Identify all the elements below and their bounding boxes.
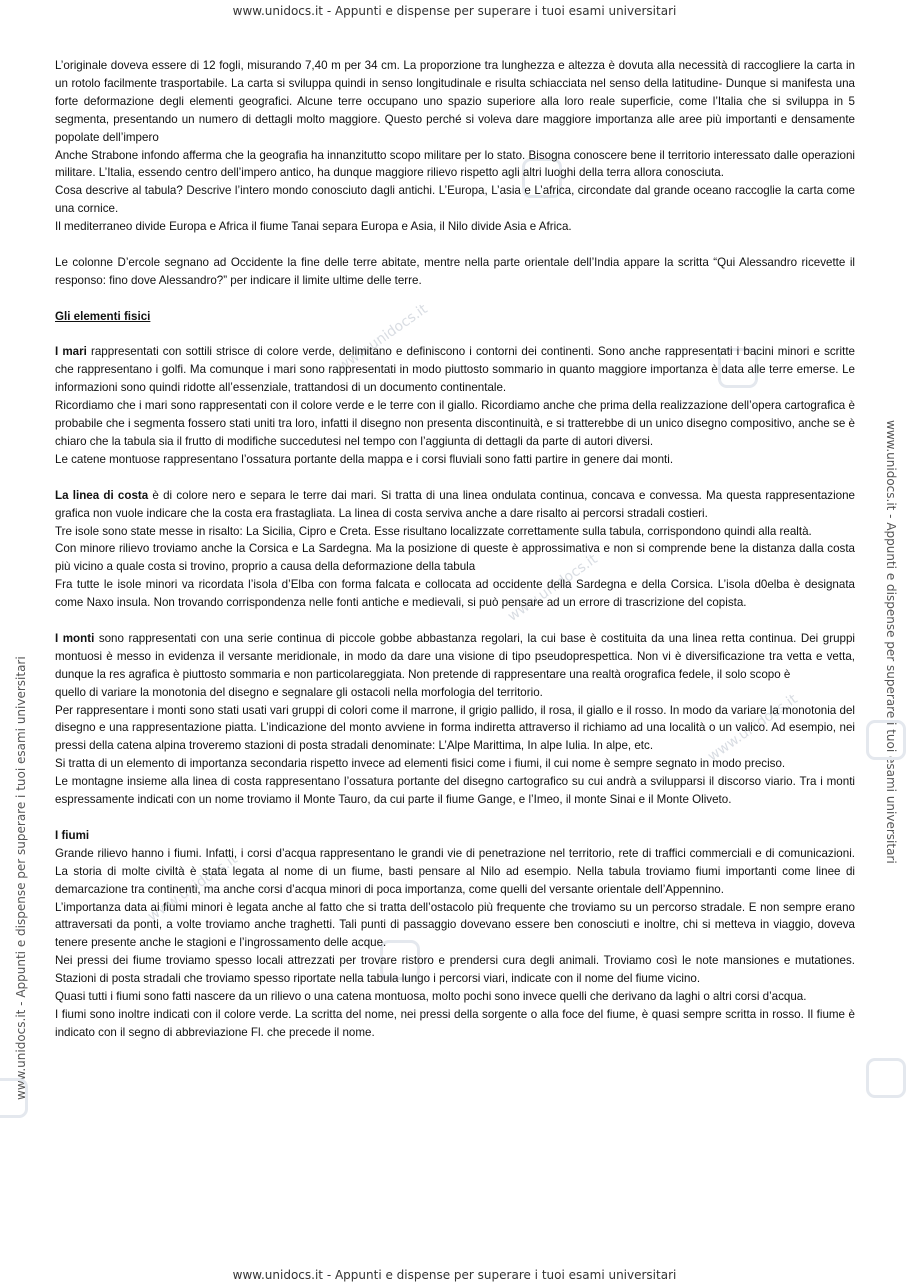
paragraph-text: è di colore nero e separa le terre dai mari. Si tratta di una linea ondulata continua, concava e convessa. Ma questa rappresentazione grafica non vuole indicare che la costa era frastagliata. La linea di costa serviva anche a dare risalto ai percorsi stradali costieri. bbox=[55, 488, 855, 520]
side-banner-left: www.unidocs.it - Appunti e dispense per superare i tuoi esami universitari bbox=[14, 656, 28, 1100]
paragraph-text: sono rappresentati con una serie continua di piccole gobbe abbastanza regolari, la cui base è costituita da una linea retta continua. Dei gruppi montuosi è messo in evidenza il versante meridionale, in modo da dare una visione di tipo pseudoprespettica. Non vi è diversificazione tra vetta e vetta, dunque la res agrafica è piuttosto sommaria e non particolareggiata. Non pretende di rappresentare una realtà orografica fedele, il solo scopo è bbox=[55, 631, 855, 681]
paragraph: Le montagne insieme alla linea di costa rappresentano l’ossatura portante del disegno cartografico su cui andrà a svilupparsi il discorso viario. Tra i monti espressamente indicati con un nome troviamo il Monte Tauro, da cui parte il fiume Gange, e l’Imeo, il monte Sinai e il Monte Oliveto. bbox=[55, 775, 855, 807]
watermark-logo-icon bbox=[866, 1058, 906, 1098]
paragraph: Si tratta di un elemento di importanza secondaria rispetto invece ad elementi fisici come i fiumi, il cui nome è sempre segnato in modo preciso. bbox=[55, 757, 786, 771]
watermark-text: www.unidocs.it bbox=[504, 551, 601, 625]
paragraph bbox=[55, 630, 855, 684]
paragraph: L’importanza data ai fiumi minori è legata anche al fatto che si tratta dell’ostacolo più frequente che troviamo su un percorso stradale. E non sempre erano attraversati da ponti, a volte troviamo anche traghetti. Tali punti di passaggio dovevano essere ben conosciuti e inoltre, chi si metteva in viaggio, doveva tenere presente anche le stagioni e l’ingrossamento delle acque. bbox=[55, 900, 855, 950]
paragraph: I fiumi sono inoltre indicati con il colore verde. La scritta del nome, nei pressi della sorgente o alla foce del fiume, è quasi sempre scritta in rosso. Il fiume è indicato con il segno di abbreviazione Fl. che precede il nome. bbox=[55, 1007, 855, 1039]
paragraph-text: rappresentati con sottili strisce di colore verde, delimitano e definiscono i contorni dei continenti. Sono anche rappresentati i bacini minori e scritte che rappresentano i golfi. Ma comunque i mari sono rappresentati in modo piuttosto sommario in quanto maggiore importanza è data alle terre emerse. Le informazioni sono quindi ridotte all’essenziale, trattandosi di un documento continentale. bbox=[55, 345, 855, 395]
paragraph: Anche Strabone infondo afferma che la geografia ha innanzitutto scopo militare per lo stato. Bisogna conoscere bene il territorio interessato dalle operazioni militare. L’Italia, essendo centro dell’impero antico, ha dunque maggiore rilievo rispetto agli altri luoghi della terra allora conosciuta. bbox=[55, 148, 855, 180]
paragraph: quello di variare la monotonia del disegno e segnalare gli ostacoli nella morfologia del territorio. bbox=[55, 685, 543, 699]
lead-term-monti: I monti bbox=[55, 631, 95, 645]
page-footer-banner: www.unidocs.it - Appunti e dispense per superare i tuoi esami universitari bbox=[232, 1268, 677, 1282]
paragraph: Cosa descrive al tabula? Descrive l’intero mondo conosciuto dagli antichi. L’Europa, L’asia e L’africa, circondate dal grande oceano raccoglie la carta come una cornice. bbox=[55, 184, 855, 216]
paragraph: Tre isole sono state messe in risalto: La Sicilia, Cipro e Creta. Esse risultano localizzate correttamente sulla tabula, corrispondono quindi alla realtà. bbox=[55, 524, 812, 538]
paragraph: L’originale doveva essere di 12 fogli, misurando 7,40 m per 34 cm. La proporzione tra lunghezza e altezza è dovuta alla necessità di raccogliere la carta in un rotolo facilmente trasportabile. La carta si sviluppa quindi in senso longitudinale e risulta schiacciata nel senso della latitudine- Dunque si manifesta una forte deformazione degli elementi geografici. Alcune terre occupano uno spazio superiore alla loro reale superficie, come l’Italia che si sviluppa in 5 segmenta, presentando un numero di dettagli molto maggiore. Questo perché si voleva dare maggiore importanza alle aree più importanti e densamente popolate dell’impero bbox=[55, 59, 855, 144]
paragraph: Le colonne D’ercole segnano ad Occidente la fine delle terre abitate, mentre nella parte orientale dell’India appare la scritta “Qui Alessandro ricevette il responso: fino dove Alessandro?” per indicare il limite ultime delle terre. bbox=[55, 255, 855, 287]
watermark-logo-icon bbox=[866, 720, 906, 760]
section-heading bbox=[55, 308, 855, 326]
paragraph bbox=[55, 487, 855, 523]
paragraph: Grande rilievo hanno i fiumi. Infatti, i corsi d’acqua rappresentano le grandi vie di penetrazione nel territorio, rete di traffici commerciali e di comunicazioni. La storia di molte civiltà è stata legata al nome di un fiume, basti pensare al Nilo ad esempio. Nella tabula troviamo fiumi importanti come linee di demarcazione tra continenti, ma anche corsi d’acqua minori di poca importanza, come quelli del versante orientale dell’Appennino. bbox=[55, 846, 855, 896]
heading-elementi-fisici: Gli elementi fisici bbox=[55, 309, 151, 323]
paragraph: Ricordiamo che i mari sono rappresentati con il colore verde e le terre con il giallo. Ricordiamo anche che prima della realizzazione dell’opera cartografica è probabile che i segmenta fossero stati uniti tra loro, infatti il disegno non presenta discontinuità, e si tratterebbe di un unico disegno compositivo, anche se è chiaro che la tabula sia il frutto di modifiche succedutesi nel tempo con l’aggiunta di dettagli da parte di autori diversi. bbox=[55, 399, 855, 448]
paragraph: Per rappresentare i monti sono stati usati vari gruppi di colori come il marrone, il grigio pallido, il rosa, il giallo e il rosso. In modo da variare la monotonia del disegno e una rappresentazione piatta. L’indicazione del monto avviene in forma indiretta attraverso il richiamo ad una località o un valico. Ad esempio, nei pressi della catena alpina troveremo stazioni di posta stradali denominate: L’Alpe Marittima, In alpe Iulia. In alpe, etc. bbox=[55, 703, 855, 753]
watermark-text: www.unidocs.it bbox=[144, 851, 241, 925]
lead-term-mari: I mari bbox=[55, 345, 87, 359]
paragraph: Fra tutte le isole minori va ricordata l’isola d’Elba con forma falcata e collocata ad occidente della Sardegna e della Corsica. L’isola d0elba è designata come Naxo insula. Non trovando corrispondenza nelle fonti antiche e medievali, si può pensare ad un errore di trascrizione del copista. bbox=[55, 578, 855, 610]
watermark-text: www.unidocs.it bbox=[334, 301, 431, 375]
document-body bbox=[55, 57, 855, 1042]
watermark-text: www.unidocs.it bbox=[704, 691, 801, 765]
lead-term-costa: La linea di costa bbox=[55, 488, 149, 502]
paragraph: Il mediterraneo divide Europa e Africa il fiume Tanai separa Europa e Asia, il Nilo divide Asia e Africa. bbox=[55, 220, 572, 234]
heading-fiumi: I fiumi bbox=[55, 828, 90, 842]
paragraph: Nei pressi dei fiume troviamo spesso locali attrezzati per trovare ristoro e prendersi cura degli animali. Troviamo così le note mansiones e mutationes. Stazioni di posta stradali che troviamo spesso riportate nella tabula lungo i percorsi viari, indicate con il nome del fiume vicino. bbox=[55, 954, 855, 986]
paragraph: Con minore rilievo troviamo anche la Corsica e La Sardegna. Ma la posizione di queste è approssimativa e non si comprende bene la distanza dalla costa più vicino a quale costa si trovino, proprio a causa della deformazione della tabula bbox=[55, 542, 855, 574]
page-header-banner: www.unidocs.it - Appunti e dispense per superare i tuoi esami universitari bbox=[232, 4, 677, 18]
paragraph bbox=[55, 343, 855, 397]
paragraph: Quasi tutti i fiumi sono fatti nascere da un rilievo o una catena montuosa, molto pochi sono invece quelli che derivano da laghi o altri corsi d’acqua. bbox=[55, 990, 807, 1004]
watermark-logo-icon bbox=[0, 1078, 28, 1118]
side-banner-right: www.unidocs.it - Appunti e dispense per superare i tuoi esami universitari bbox=[884, 420, 898, 864]
paragraph: Le catene montuose rappresentano l’ossatura portante della mappa e i corsi fluviali sono fatti partire in genere dai monti. bbox=[55, 452, 674, 466]
section-heading bbox=[55, 827, 855, 845]
